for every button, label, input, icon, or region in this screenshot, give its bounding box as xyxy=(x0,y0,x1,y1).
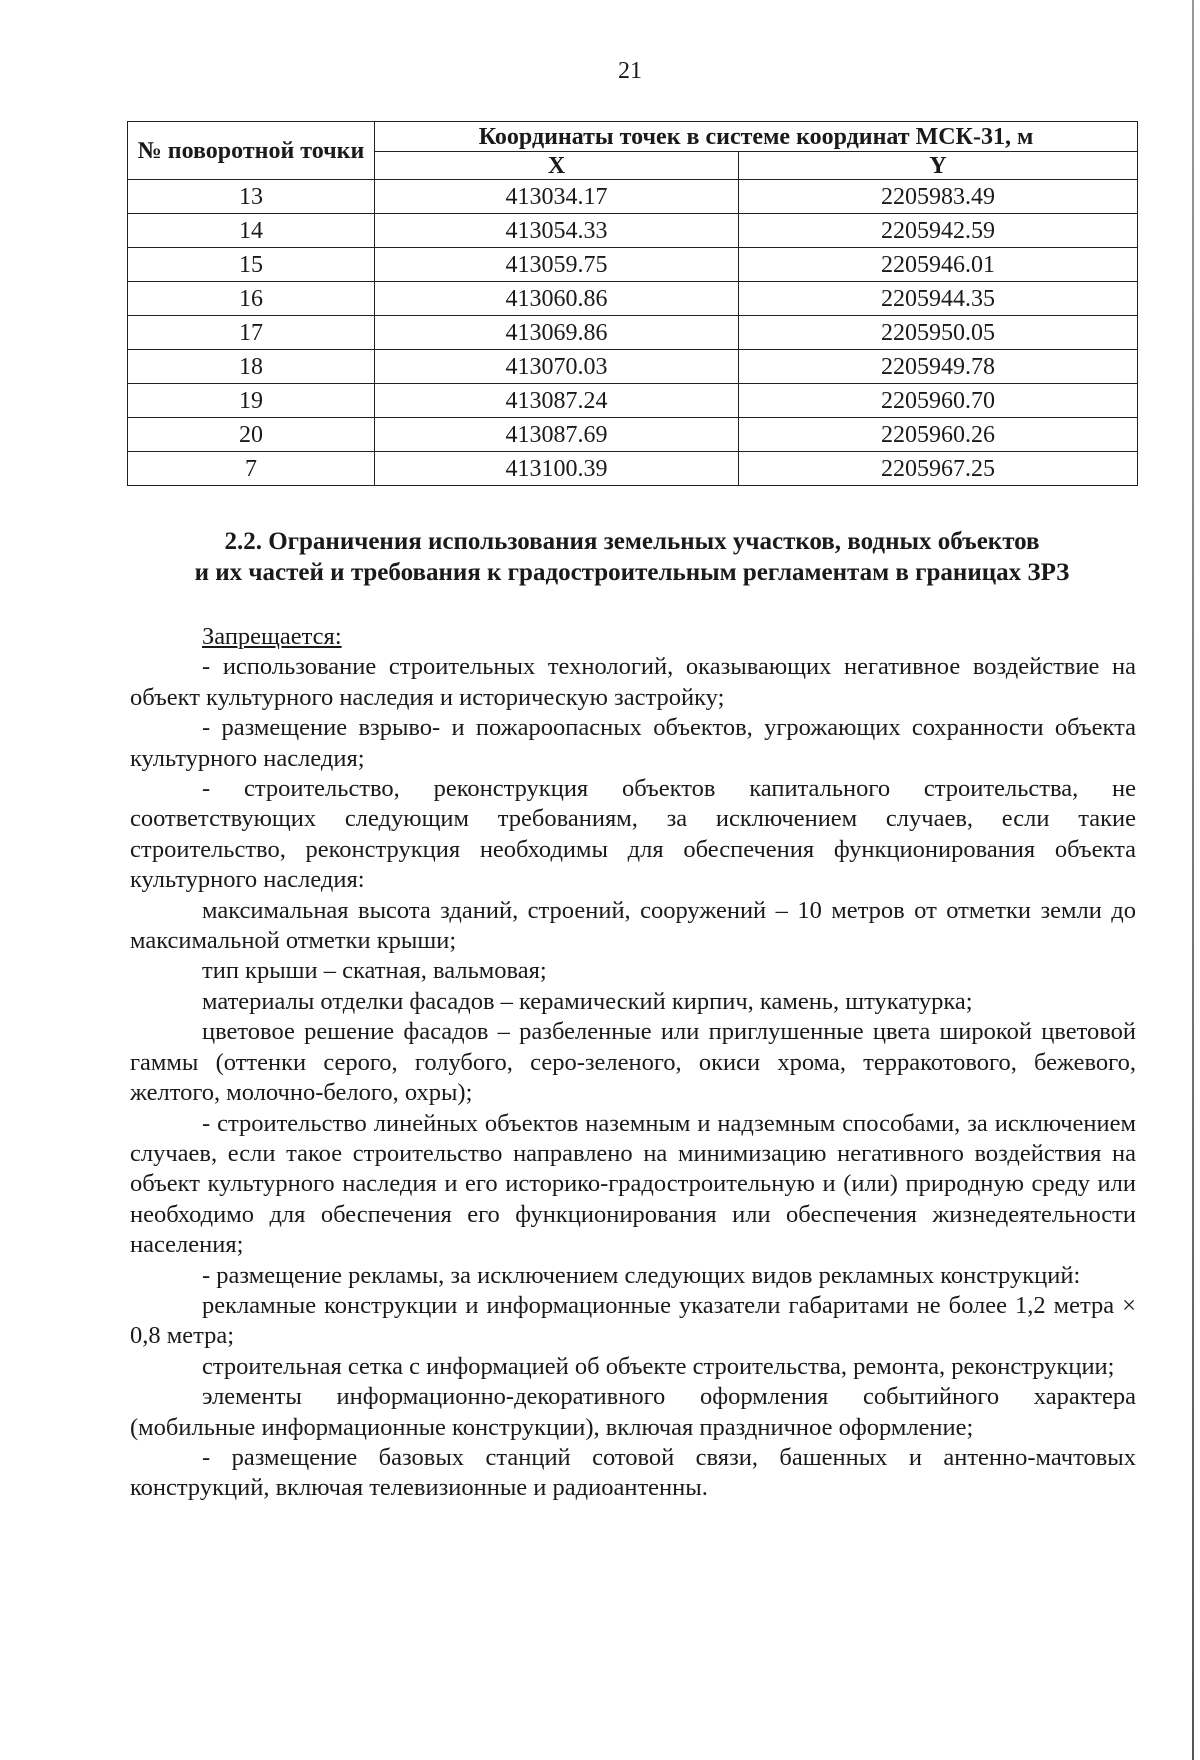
cell-point: 19 xyxy=(128,384,375,418)
cell-point: 20 xyxy=(128,418,375,452)
table-row xyxy=(128,282,1138,316)
cell-point: 14 xyxy=(128,214,375,248)
paragraph: - использование строительных технологий, оказывающих негативное воздействие на объект культурного наследия и историческую застройку; xyxy=(130,653,1136,711)
cell-y: 2205960.70 xyxy=(739,384,1138,418)
cell-y: 2205949.78 xyxy=(739,350,1138,384)
prohibited-label: Запрещается: xyxy=(202,623,342,650)
paragraph: рекламные конструкции и информационные указатели габаритами не более 1,2 метра × 0,8 метра; xyxy=(130,1291,1136,1350)
paragraph: - размещение базовых станций сотовой связи, башенных и антенно-мачтовых конструкций, включая телевизионные и радиоантенны. xyxy=(130,1443,1136,1502)
cell-x: 413087.69 xyxy=(375,418,739,452)
paragraph: - строительство, реконструкция объектов капитального строительства, не соответствующих следующим требованиям, за исключением случаев, если такие строительство, реконструкция необходимы для обеспечения функционирования объекта культурного наследия: xyxy=(130,775,1136,894)
coordinates-table xyxy=(127,121,1138,486)
cell-point: 13 xyxy=(128,180,375,214)
table-row xyxy=(128,418,1138,452)
cell-x: 413060.86 xyxy=(375,282,739,316)
cell-point: 18 xyxy=(128,350,375,384)
cell-x: 413069.86 xyxy=(375,316,739,350)
cell-y: 2205967.25 xyxy=(739,452,1138,486)
cell-x: 413034.17 xyxy=(375,180,739,214)
paragraph: - размещение рекламы, за исключением следующих видов рекламных конструкций: xyxy=(202,1261,1081,1289)
paragraph: - размещение взрыво- и пожароопасных объектов, угрожающих сохранности объекта культурного наследия; xyxy=(130,714,1136,772)
cell-x: 413087.24 xyxy=(375,384,739,418)
table-row xyxy=(128,180,1138,214)
cell-y: 2205946.01 xyxy=(739,248,1138,282)
table-row xyxy=(128,350,1138,384)
section-heading xyxy=(127,526,1137,588)
scan-edge xyxy=(1192,0,1194,1760)
cell-point: 17 xyxy=(128,316,375,350)
cell-y: 2205944.35 xyxy=(739,282,1138,316)
paragraph: материалы отделки фасадов – керамический кирпич, камень, штукатурка; xyxy=(202,987,973,1015)
paragraph: строительная сетка с информацией об объекте строительства, ремонта, реконструкции; xyxy=(202,1352,1115,1380)
header-y: Y xyxy=(739,152,1138,180)
cell-point: 15 xyxy=(128,248,375,282)
cell-x: 413070.03 xyxy=(375,350,739,384)
table-row xyxy=(128,214,1138,248)
cell-x: 413059.75 xyxy=(375,248,739,282)
table-row xyxy=(128,316,1138,350)
table-row xyxy=(128,452,1138,486)
section-heading-line2: и их частей и требования к градостроительным регламентам в границах ЗРЗ xyxy=(194,559,1070,586)
cell-y: 2205960.26 xyxy=(739,418,1138,452)
cell-x: 413100.39 xyxy=(375,452,739,486)
cell-x: 413054.33 xyxy=(375,214,739,248)
table-row xyxy=(128,248,1138,282)
paragraph: элементы информационно-декоративного оформления событийного характера (мобильные информационные конструкции), включая праздничное оформление; xyxy=(130,1383,1136,1441)
cell-point: 16 xyxy=(128,282,375,316)
cell-point: 7 xyxy=(128,452,375,486)
page-number: 21 xyxy=(618,58,642,84)
table-row xyxy=(128,384,1138,418)
body-text xyxy=(130,622,1136,1504)
header-coordinates: Координаты точек в системе координат МСК-31, м xyxy=(375,122,1138,152)
header-point-label: № поворотной точки xyxy=(137,137,365,164)
cell-y: 2205950.05 xyxy=(739,316,1138,350)
cell-y: 2205942.59 xyxy=(739,214,1138,248)
paragraph: цветовое решение фасадов – разбеленные или приглушенные цвета широкой цветовой гаммы (оттенки серого, голубого, серо-зеленого, окиси хрома, терракотового, бежевого, желтого, молочно-белого, охры); xyxy=(130,1018,1136,1107)
paragraph: максимальная высота зданий, строений, сооружений – 10 метров от отметки земли до максимальной отметки крыши; xyxy=(130,896,1136,955)
cell-y: 2205983.49 xyxy=(739,180,1138,214)
paragraph: тип крыши – скатная, вальмовая; xyxy=(202,957,547,985)
header-point-number xyxy=(128,122,375,180)
section-heading-line1: 2.2. Ограничения использования земельных участков, водных объектов xyxy=(224,528,1040,555)
paragraph: - строительство линейных объектов наземным и надземным способами, за исключением случаев, если такое строительство направлено на минимизацию негативного воздействия на объект культурного наследия и его историко-градостроительную и (или) природную среду или необходимо для обеспечения его функционирования или обеспечения жизнедеятельности населения; xyxy=(130,1109,1136,1259)
header-x: X xyxy=(375,152,739,180)
